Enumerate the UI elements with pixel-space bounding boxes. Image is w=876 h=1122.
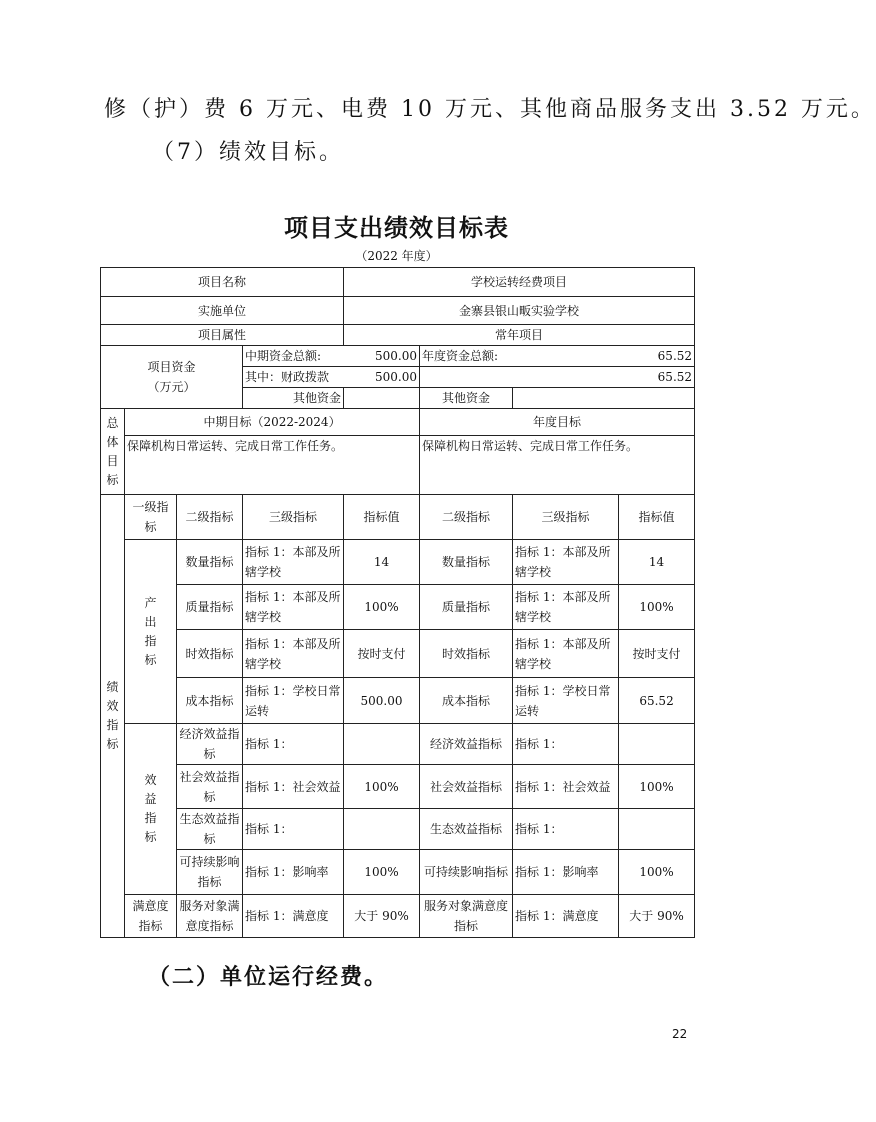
mid-total-label: 中期资金总额: xyxy=(243,346,344,367)
table-title: 项目支出绩效目标表 xyxy=(284,214,509,242)
output-l3-year: 指标 1：学校日常运转 xyxy=(513,678,619,724)
table-row xyxy=(101,268,695,297)
project-name-label: 项目名称 xyxy=(101,268,344,297)
performance-target-table xyxy=(100,267,695,938)
fiscal-year-value: 65.52 xyxy=(420,367,695,388)
output-l2: 数量指标 xyxy=(177,540,243,585)
other-funds-year-label: 其他资金 xyxy=(420,388,513,409)
table-row xyxy=(101,724,695,765)
benefit-value: 100% xyxy=(344,850,420,895)
year-target-text: 保障机构日常运转、完成日常工作任务。 xyxy=(420,436,695,495)
benefit-l2-year: 生态效益指标 xyxy=(420,809,513,850)
mid-target-header: 中期目标（2022-2024） xyxy=(125,409,420,436)
benefit-l3: 指标 1：社会效益 xyxy=(243,765,344,809)
mid-total-value: 500.00 xyxy=(344,346,420,367)
output-l3: 指标 1：学校日常运转 xyxy=(243,678,344,724)
unit-value: 金寨县银山畈实验学校 xyxy=(344,297,695,325)
page-number: 22 xyxy=(672,1027,688,1041)
output-value: 500.00 xyxy=(344,678,420,724)
benefit-l3-year: 指标 1： xyxy=(513,809,619,850)
benefit-l2-year: 社会效益指标 xyxy=(420,765,513,809)
benefit-l3: 指标 1： xyxy=(243,809,344,850)
benefit-l2: 生态效益指标 xyxy=(177,809,243,850)
table-row xyxy=(101,678,695,724)
satisfaction-indicator-label: 满意度指标 xyxy=(125,895,177,938)
table-row xyxy=(101,297,695,325)
table-row xyxy=(101,409,695,436)
output-l2: 质量指标 xyxy=(177,585,243,630)
table-row xyxy=(101,895,695,938)
output-l3: 指标 1：本部及所辖学校 xyxy=(243,540,344,585)
output-value-year: 100% xyxy=(619,585,695,630)
benefit-l3-year: 指标 1：社会效益 xyxy=(513,765,619,809)
output-value-year: 按时支付 xyxy=(619,630,695,678)
benefit-value-year: 100% xyxy=(619,850,695,895)
benefit-l3-year: 指标 1：影响率 xyxy=(513,850,619,895)
section-heading: （二）单位运行经费。 xyxy=(148,965,389,990)
satisfaction-l3-year: 指标 1：满意度 xyxy=(513,895,619,938)
table-subtitle: （2022 年度） xyxy=(355,249,438,263)
output-l2-year: 质量指标 xyxy=(420,585,513,630)
satisfaction-l3: 指标 1：满意度 xyxy=(243,895,344,938)
header-level1: 一级指标 xyxy=(125,495,177,540)
output-l2: 成本指标 xyxy=(177,678,243,724)
output-l2: 时效指标 xyxy=(177,630,243,678)
benefit-value xyxy=(344,809,420,850)
output-value: 按时支付 xyxy=(344,630,420,678)
benefit-indicator-label: 效益指标 xyxy=(144,773,157,844)
header-value-year: 指标值 xyxy=(619,495,695,540)
benefit-l2: 经济效益指标 xyxy=(177,724,243,765)
benefit-l2-year: 经济效益指标 xyxy=(420,724,513,765)
output-l3-year: 指标 1：本部及所辖学校 xyxy=(513,540,619,585)
project-name-value: 学校运转经费项目 xyxy=(344,268,695,297)
benefit-l2: 社会效益指标 xyxy=(177,765,243,809)
attr-value: 常年项目 xyxy=(344,325,695,346)
unit-label: 实施单位 xyxy=(101,297,344,325)
table-row xyxy=(101,630,695,678)
benefit-value-year: 100% xyxy=(619,765,695,809)
funds-label: 项目资金 （万元） xyxy=(101,346,243,409)
benefit-value xyxy=(344,724,420,765)
mid-target-text: 保障机构日常运转、完成日常工作任务。 xyxy=(125,436,420,495)
benefit-l3: 指标 1： xyxy=(243,724,344,765)
satisfaction-value: 大于 90% xyxy=(344,895,420,938)
overall-target-label: 总体目标 xyxy=(106,415,119,487)
benefit-l2-year: 可持续影响指标 xyxy=(420,850,513,895)
output-value: 14 xyxy=(344,540,420,585)
table-row xyxy=(101,436,695,495)
satisfaction-l2: 服务对象满意度指标 xyxy=(177,895,243,938)
output-indicator-label: 产出指标 xyxy=(144,595,157,667)
table-row xyxy=(101,540,695,585)
satisfaction-value-year: 大于 90% xyxy=(619,895,695,938)
table-row xyxy=(101,809,695,850)
output-l2-year: 时效指标 xyxy=(420,630,513,678)
benefit-l2: 可持续影响指标 xyxy=(177,850,243,895)
benefit-value-year xyxy=(619,809,695,850)
attr-label: 项目属性 xyxy=(101,325,344,346)
header-level2-year: 二级指标 xyxy=(420,495,513,540)
table-row xyxy=(101,850,695,895)
output-l3-year: 指标 1：本部及所辖学校 xyxy=(513,630,619,678)
year-total-value: 65.52 xyxy=(513,346,695,367)
satisfaction-l2-year: 服务对象满意度指标 xyxy=(420,895,513,938)
header-level3-year: 三级指标 xyxy=(513,495,619,540)
output-l3-year: 指标 1：本部及所辖学校 xyxy=(513,585,619,630)
output-value: 100% xyxy=(344,585,420,630)
intro-line-1: 修（护）费 6 万元、电费 10 万元、其他商品服务支出 3.52 万元。 xyxy=(104,97,876,122)
fiscal-label: 其中：财政拨款 xyxy=(243,367,344,388)
table-row xyxy=(101,765,695,809)
header-level3: 三级指标 xyxy=(243,495,344,540)
output-l2-year: 成本指标 xyxy=(420,678,513,724)
header-value: 指标值 xyxy=(344,495,420,540)
output-value-year: 14 xyxy=(619,540,695,585)
table-row xyxy=(101,346,695,367)
table-row xyxy=(101,325,695,346)
benefit-l3-year: 指标 1： xyxy=(513,724,619,765)
performance-indicator-label: 绩效指标 xyxy=(106,680,119,751)
output-l3: 指标 1：本部及所辖学校 xyxy=(243,630,344,678)
fiscal-mid-value: 500.00 xyxy=(344,367,420,388)
header-level2: 二级指标 xyxy=(177,495,243,540)
year-target-header: 年度目标 xyxy=(420,409,695,436)
intro-line-2: （7）绩效目标。 xyxy=(152,140,344,165)
table-row xyxy=(101,585,695,630)
output-l2-year: 数量指标 xyxy=(420,540,513,585)
year-total-label: 年度资金总额: xyxy=(420,346,513,367)
other-funds-mid-label: 其他资金 xyxy=(243,388,344,409)
output-value-year: 65.52 xyxy=(619,678,695,724)
output-l3: 指标 1：本部及所辖学校 xyxy=(243,585,344,630)
table-row xyxy=(101,495,695,540)
benefit-value: 100% xyxy=(344,765,420,809)
benefit-value-year xyxy=(619,724,695,765)
benefit-l3: 指标 1：影响率 xyxy=(243,850,344,895)
